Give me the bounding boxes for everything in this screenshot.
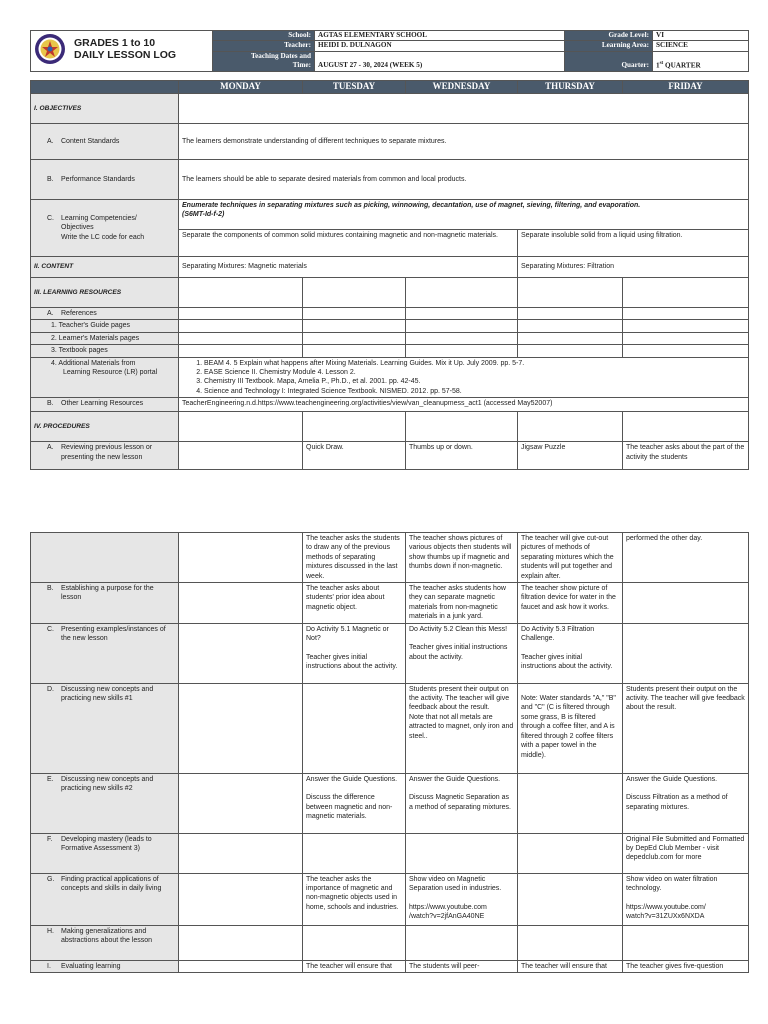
practical-wed: Show video on Magnetic Separation used in industries. https://www.youtube.com /watch?v=2jfAnGA40NE [406,873,518,925]
discuss2-tue: Answer the Guide Questions. Discuss the difference between magnetic and non-magnetic materials. [303,773,406,833]
resources-thu [518,278,623,308]
grade-label: Grade Level: [565,31,653,41]
purpose-text: Establishing a purpose for the lesson [61,585,154,602]
school-label: School: [213,31,315,41]
discuss1-num: D. [47,685,54,693]
practical-tue: The teacher asks the importance of magnetic and non-magnetic objects used in home, schools and industries. [303,873,406,925]
purpose-wed: The teacher asks students how they can separate magnetic materials from non-magnetic materials in a junk yard. [406,583,518,624]
discuss2-text: Discussing new concepts and practicing new skills #2 [61,775,154,793]
other-num: B. [47,400,54,408]
resources-fri [623,278,749,308]
purpose-thu: The teacher show picture of filtration device for water in the faucet and ask how it works. [518,583,623,624]
dates-label-line-1: Teaching Dates and [250,51,311,60]
proc-thu [518,412,623,442]
area-label: Learning Area: [565,41,653,51]
review-num: A. [47,444,54,452]
dates-value: AUGUST 27 - 30, 2024 (WEEK 5) [315,51,565,71]
discuss1-thu: Note: Water standards "A," "B" and "C" (C is filtered through some grass, B is filtered through a coffee filter, and A is filtered through 2 coffee filters with a paper towel in the middle). [518,683,623,773]
teacher-value: HEIDI D. DULNAGON [315,41,565,51]
resources-heading: III. LEARNING RESOURCES [31,278,179,308]
tg-fri [623,320,749,332]
day-header-thursday: THURSDAY [518,81,623,94]
competencies-right: Separate insoluble solid from a liquid using filtration. [518,230,749,257]
mastery-text: Developing mastery (leads to Formative Assessment 3) [61,835,152,853]
discuss2-thu [518,773,623,833]
discuss1-fri: Students present their output on the activity. The teacher will give feedback about the result. [623,683,749,773]
quarter-label: Quarter: [565,51,653,71]
content-standards-num: A. [47,137,54,145]
gen-thu [518,925,623,960]
discuss2-wed: Answer the Guide Questions. Discuss Magnetic Separation as a method of separating mixtures. [406,773,518,833]
quarter-value [653,51,749,71]
content-left: Separating Mixtures: Magnetic materials [179,257,518,278]
competencies-left: Separate the components of common solid mixtures containing magnetic and non-magnetic materials. [179,230,518,257]
review-cont-thu: The teacher will give cut-out pictures of methods of separating mixtures which the students will put together and explain after. [518,533,623,583]
purpose-label [31,583,179,624]
tg-pages-label: 1. Teacher's Guide pages [31,320,179,332]
performance-standards-label [31,160,179,200]
lr-item: 1. BEAM 4. 5 Explain what happens after Mixing Materials. Learning Guides. Mix it Up. July 2009. pp. 5-7. [204,359,745,368]
eval-wed: The students will peer- [406,960,518,972]
evaluating-text: Evaluating learning [61,962,121,970]
generalization-text: Making generalizations and abstractions about the lesson [61,927,153,945]
purpose-num: B. [47,585,54,593]
tb-wed [406,345,518,357]
resources-wed [406,278,518,308]
examples-tue: Do Activity 5.1 Magnetic or Not? Teacher gives initial instructions about the activity. [303,623,406,683]
evaluating-label [31,960,179,972]
tg-mon [179,320,303,332]
discuss2-label [31,773,179,833]
tg-thu [518,320,623,332]
discuss1-wed: Students present their output on the activity. The teacher will give feedback about the result. Note that not all metals are attracted to magnet, only iron and steel.. [406,683,518,773]
page2-table [30,532,749,973]
examples-label [31,623,179,683]
quarter-suffix: st [659,61,664,67]
competencies-main [179,200,749,230]
other-resources-value: TeacherEngineering.n.d.https://www.teachengineering.org/activities/view/van_cleanupmess_act1 (accessed May52007) [179,398,749,412]
procedures-heading: IV. PROCEDURES [31,412,179,442]
examples-thu: Do Activity 5.3 Filtration Challenge. Teacher gives initial instructions about the activity. [518,623,623,683]
page1-table [30,80,749,470]
examples-wed: Do Activity 5.2 Clean this Mess! Teacher gives initial instructions about the activity. [406,623,518,683]
tg-tue [303,320,406,332]
tb-pages-label: 3. Textbook pages [31,345,179,357]
title-line-2: DAILY LESSON LOG [74,49,177,61]
examples-fri [623,623,749,683]
discuss1-text: Discussing new concepts and practicing new skills #1 [61,685,154,703]
references-text: References [61,310,97,317]
review-cont-mon [179,533,303,583]
competencies-line-1: Learning Competencies/ [61,214,137,222]
day-header-friday: FRIDAY [623,81,749,94]
discuss2-fri: Answer the Guide Questions. Discuss Filtration as a method of separating mixtures. [623,773,749,833]
content-standards-value: The learners demonstrate understanding of different techniques to separate mixtures. [179,124,749,160]
lr-portal-list [179,357,749,398]
proc-fri [623,412,749,442]
practical-num: G. [47,875,55,883]
eval-tue: The teacher will ensure that [303,960,406,972]
discuss1-label [31,683,179,773]
lm-wed [406,332,518,344]
grade-value: VI [653,31,749,41]
review-thu: Jigsaw Puzzle [518,442,623,470]
lr-item: 3. Chemistry III Textbook. Mapa, Amelia P., Ph.D., et al. 2001. pp. 42-45. [204,377,745,386]
mastery-mon [179,833,303,873]
lm-mon [179,332,303,344]
competencies-line-2: Objectives [61,224,94,232]
review-wed: Thumbs up or down. [406,442,518,470]
review-label [31,442,179,470]
area-value: SCIENCE [653,41,749,51]
lr-item: 2. EASE Science II. Chemistry Module 4. Lesson 2. [204,368,745,377]
other-text: Other Learning Resources [61,400,144,408]
tb-tue [303,345,406,357]
eval-mon [179,960,303,972]
practical-mon [179,873,303,925]
review-line-1: Reviewing previous lesson or [61,444,153,452]
discuss2-mon [179,773,303,833]
examples-text: Presenting examples/instances of the new lesson [61,625,166,643]
practical-fri: Show video on water filtration technology. https://www.youtube.com/ watch?v=31ZUXx6NXDA [623,873,749,925]
content-right: Separating Mixtures: Filtration [518,257,749,278]
dates-label [213,51,315,71]
performance-num: B. [47,175,54,183]
lr-label-line-2: Learning Resource (LR) portal [63,369,158,377]
mastery-label [31,833,179,873]
ref-mon [179,308,303,320]
quarter-text: QUARTER [663,61,701,70]
references-num: A. [47,310,54,317]
title-line-1: GRADES 1 to 10 [74,37,156,49]
tb-thu [518,345,623,357]
performance-text: Performance Standards [61,175,135,183]
generalization-label [31,925,179,960]
review-cont-tue: The teacher asks the students to draw any of the previous methods of separating mixtures discussed in the last week. [303,533,406,583]
objectives-heading: I. OBJECTIVES [31,94,179,124]
lm-fri [623,332,749,344]
tb-fri [623,345,749,357]
review-tue: Quick Draw. [303,442,406,470]
mastery-wed [406,833,518,873]
competencies-num: C. [47,214,54,222]
gen-mon [179,925,303,960]
header-title-block [31,31,213,72]
gen-fri [623,925,749,960]
header-table [30,30,749,72]
discuss2-num: E. [47,775,54,783]
ref-wed [406,308,518,320]
dates-label-line-2: Time: [292,61,311,70]
practical-thu [518,873,623,925]
review-mon [179,442,303,470]
content-heading: II. CONTENT [31,257,179,278]
day-header-wednesday: WEDNESDAY [406,81,518,94]
ref-thu [518,308,623,320]
other-resources-label [31,398,179,412]
content-standards-text: Content Standards [61,137,120,145]
gen-wed [406,925,518,960]
tg-wed [406,320,518,332]
mastery-fri: Original File Submitted and Formatted by DepEd Club Member - visit depedclub.com for more [623,833,749,873]
competencies-line-3: Write the LC code for each [61,233,145,241]
tb-mon [179,345,303,357]
gen-tue [303,925,406,960]
ref-fri [623,308,749,320]
lr-portal-label [31,357,179,398]
eval-thu: The teacher will ensure that [518,960,623,972]
discuss1-tue [303,683,406,773]
school-value: AGTAS ELEMENTARY SCHOOL [315,31,565,41]
resources-mon [179,278,303,308]
eval-fri: The teacher gives five-question [623,960,749,972]
review-cont-fri: performed the other day. [623,533,749,583]
competencies-label [31,200,179,257]
quarter-number: 1 [656,61,660,70]
competencies-main-text: Enumerate techniques in separating mixtures such as picking, winnowing, decantation, use of magnet, sieving, filtering, and evaporation. [182,202,641,209]
review-cont-wed: The teacher shows pictures of various objects then students will show thumbs up if magnetic and thumbs down if non-magnetic. [406,533,518,583]
discuss1-mon [179,683,303,773]
content-standards-label [31,124,179,160]
proc-mon [179,412,303,442]
lr-label-line-1: 4. Additional Materials from [51,359,136,367]
purpose-fri [623,583,749,624]
deped-seal-icon [34,33,66,65]
purpose-tue: The teacher asks about students' prior idea about magnetic object. [303,583,406,624]
mastery-tue [303,833,406,873]
review-cont-label [31,533,179,583]
day-header-blank [31,81,179,94]
evaluating-num: I. [47,962,51,970]
mastery-num: F. [47,835,53,843]
objectives-body [179,94,749,124]
review-fri: The teacher asks about the part of the activity the students [623,442,749,470]
performance-standards-value: The learners should be able to separate desired materials from common and local products. [179,160,749,200]
examples-num: C. [47,625,54,633]
ref-tue [303,308,406,320]
review-line-2: presenting the new lesson [61,453,143,461]
purpose-mon [179,583,303,624]
mastery-thu [518,833,623,873]
competencies-code: (S6MT-Id-f-2) [182,211,225,219]
teacher-label: Teacher: [213,41,315,51]
lm-pages-label: 2. Learner's Materials pages [31,332,179,344]
practical-label [31,873,179,925]
examples-mon [179,623,303,683]
generalization-num: H. [47,927,54,935]
day-header-tuesday: TUESDAY [303,81,406,94]
lm-tue [303,332,406,344]
resources-tue [303,278,406,308]
lr-item: 4. Science and Technology I: Integrated Science Textbook. NISMED. 2012. pp. 57-58. [204,387,745,396]
lm-thu [518,332,623,344]
proc-tue [303,412,406,442]
day-header-monday: MONDAY [179,81,303,94]
proc-wed [406,412,518,442]
practical-text: Finding practical applications of concepts and skills in daily living [61,875,162,893]
references-label [31,308,179,320]
